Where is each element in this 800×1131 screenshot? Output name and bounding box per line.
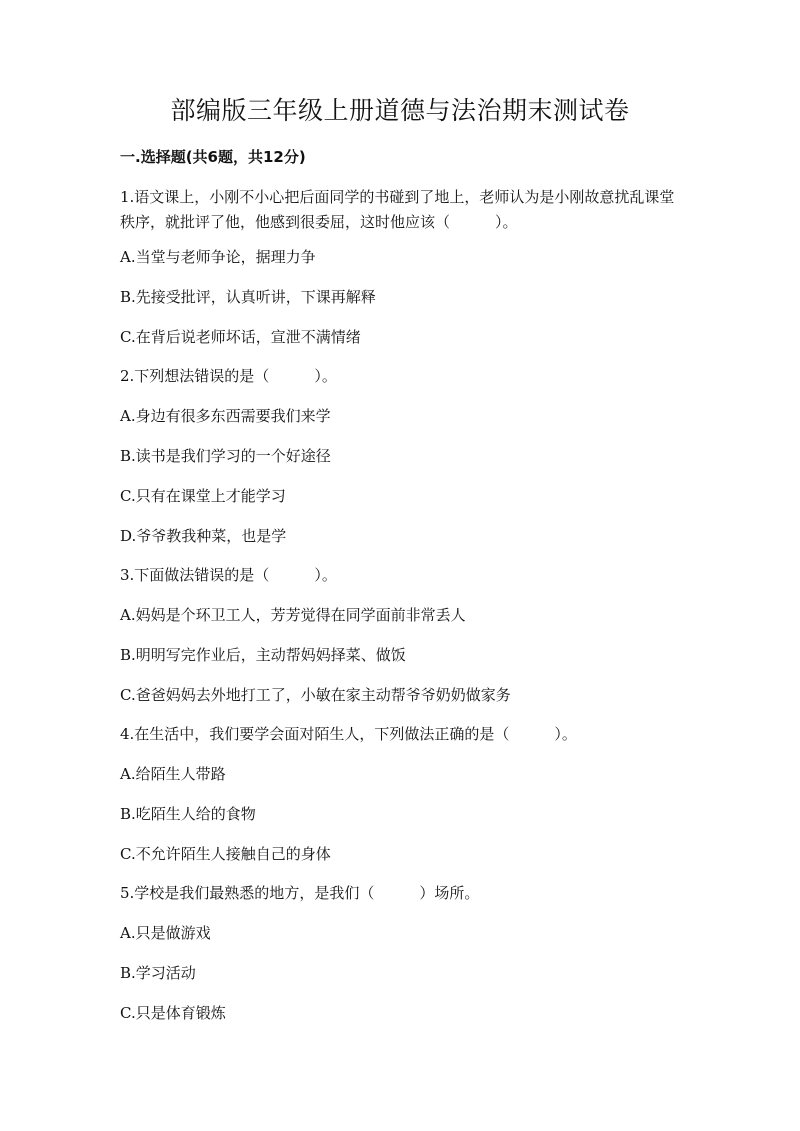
option-item: C.在背后说老师坏话，宣泄不满情绪	[120, 328, 361, 346]
option-item: A.只是做游戏	[120, 924, 211, 942]
option-item: A.身边有很多东西需要我们来学	[120, 407, 331, 425]
option-item: D.爷爷教我种菜，也是学	[120, 527, 287, 545]
option-item: A.妈妈是个环卫工人，芳芳觉得在同学面前非常丢人	[120, 606, 466, 624]
option-item: A.给陌生人带路	[120, 765, 226, 783]
document-title: 部编版三年级上册道德与法治期末测试卷	[170, 96, 630, 125]
question-stem: 2.下列想法错误的是（ ）。	[120, 367, 337, 385]
question-stem: 5.学校是我们最熟悉的地方，是我们（ ）场所。	[120, 884, 480, 902]
option-item: B.读书是我们学习的一个好途径	[120, 447, 331, 465]
question-stem: 3.下面做法错误的是（ ）。	[120, 566, 337, 584]
option-item: B.吃陌生人给的食物	[120, 805, 256, 823]
option-item: B.明明写完作业后，主动帮妈妈择菜、做饭	[120, 646, 406, 664]
question-stem: 1.语文课上，小刚不小心把后面同学的书碰到了地上，老师认为是小刚故意扰乱课堂秩序，就批评了他，他感到很委屈，这时他应该（ ）。	[120, 188, 675, 231]
option-item: C.不允许陌生人接触自己的身体	[120, 845, 331, 863]
option-item: C.只有在课堂上才能学习	[120, 487, 286, 505]
question-stem: 4.在生活中，我们要学会面对陌生人，下列做法正确的是（ ）。	[120, 725, 577, 743]
section-heading: 一.选择题(共6题，共12分)	[120, 148, 306, 166]
option-item: C.爸爸妈妈去外地打工了，小敏在家主动帮爷爷奶奶做家务	[120, 686, 511, 704]
option-item: B.学习活动	[120, 964, 196, 982]
option-item: C.只是体育锻炼	[120, 1004, 226, 1022]
option-item: A.当堂与老师争论，据理力争	[120, 248, 316, 266]
option-item: B.先接受批评，认真听讲，下课再解释	[120, 288, 376, 306]
